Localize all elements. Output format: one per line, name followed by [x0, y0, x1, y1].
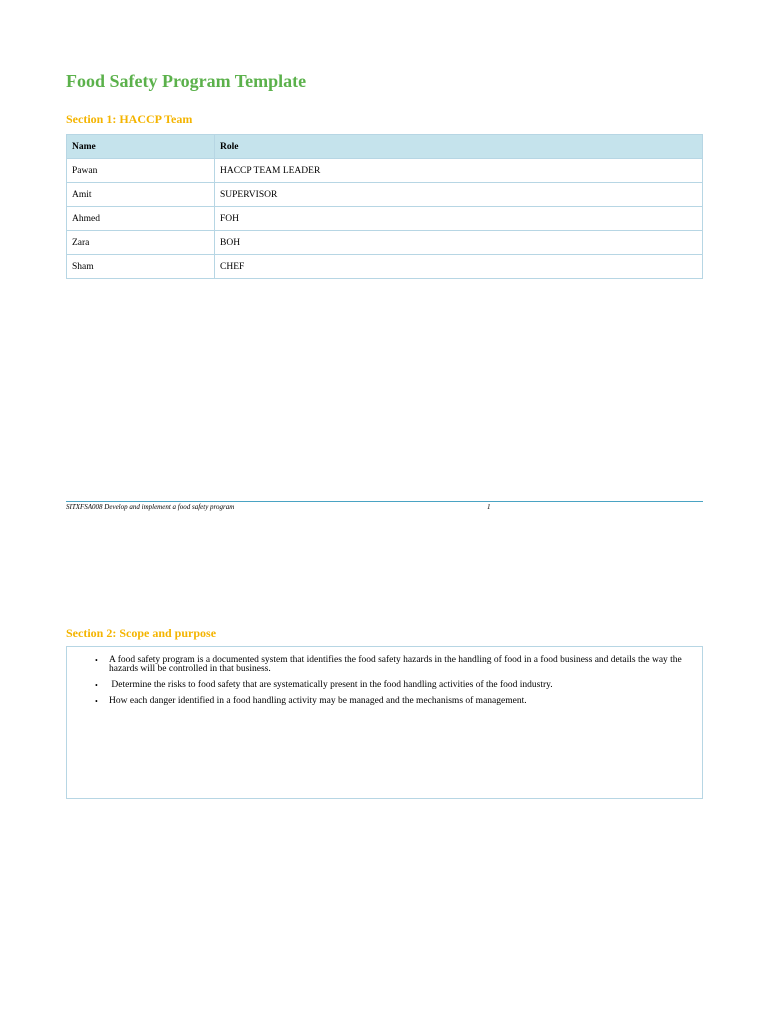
list-item — [95, 697, 691, 706]
list-item-text: How each danger identified in a food handling activity may be managed and the mechanisms of management. — [109, 696, 527, 706]
table-row — [67, 183, 703, 207]
cell-name: Amit — [67, 183, 215, 207]
cell-role: HACCP TEAM LEADER — [215, 159, 703, 183]
cell-role: CHEF — [215, 255, 703, 279]
list-item-text: Determine the risks to food safety that are systematically present in the food handling activities of the food industry. — [109, 680, 553, 690]
scope-bullet-list — [95, 656, 691, 713]
section-2-heading: Section 2: Scope and purpose — [66, 626, 217, 640]
cell-name: Sham — [67, 255, 215, 279]
document-title: Food Safety Program Template — [66, 71, 307, 91]
column-header-name: Name — [67, 135, 215, 159]
bullet-icon: • — [95, 697, 98, 706]
cell-role: FOH — [215, 207, 703, 231]
cell-role: BOH — [215, 231, 703, 255]
table-row — [67, 207, 703, 231]
cell-name: Zara — [67, 231, 215, 255]
cell-name: Ahmed — [67, 207, 215, 231]
scope-purpose-box — [66, 646, 703, 799]
column-header-role: Role — [215, 135, 703, 159]
cell-name: Pawan — [67, 159, 215, 183]
table-row — [67, 159, 703, 183]
list-item — [95, 681, 691, 690]
list-item — [95, 656, 691, 674]
footer-course-title: SITXFSA008 Develop and implement a food safety program — [66, 503, 235, 511]
footer-divider — [66, 501, 703, 502]
footer-page-number: 1 — [487, 503, 491, 511]
haccp-team-table — [66, 134, 703, 279]
bullet-icon: • — [95, 656, 98, 665]
list-item-text: A food safety program is a documented system that identifies the food safety hazards in the handling of food in a food business and details the way the hazards will be controlled in that business. — [109, 655, 682, 674]
section-1-heading: Section 1: HACCP Team — [66, 112, 193, 126]
cell-role: SUPERVISOR — [215, 183, 703, 207]
table-row — [67, 255, 703, 279]
bullet-icon: • — [95, 681, 98, 690]
table-row — [67, 231, 703, 255]
table-header-row — [67, 135, 703, 159]
